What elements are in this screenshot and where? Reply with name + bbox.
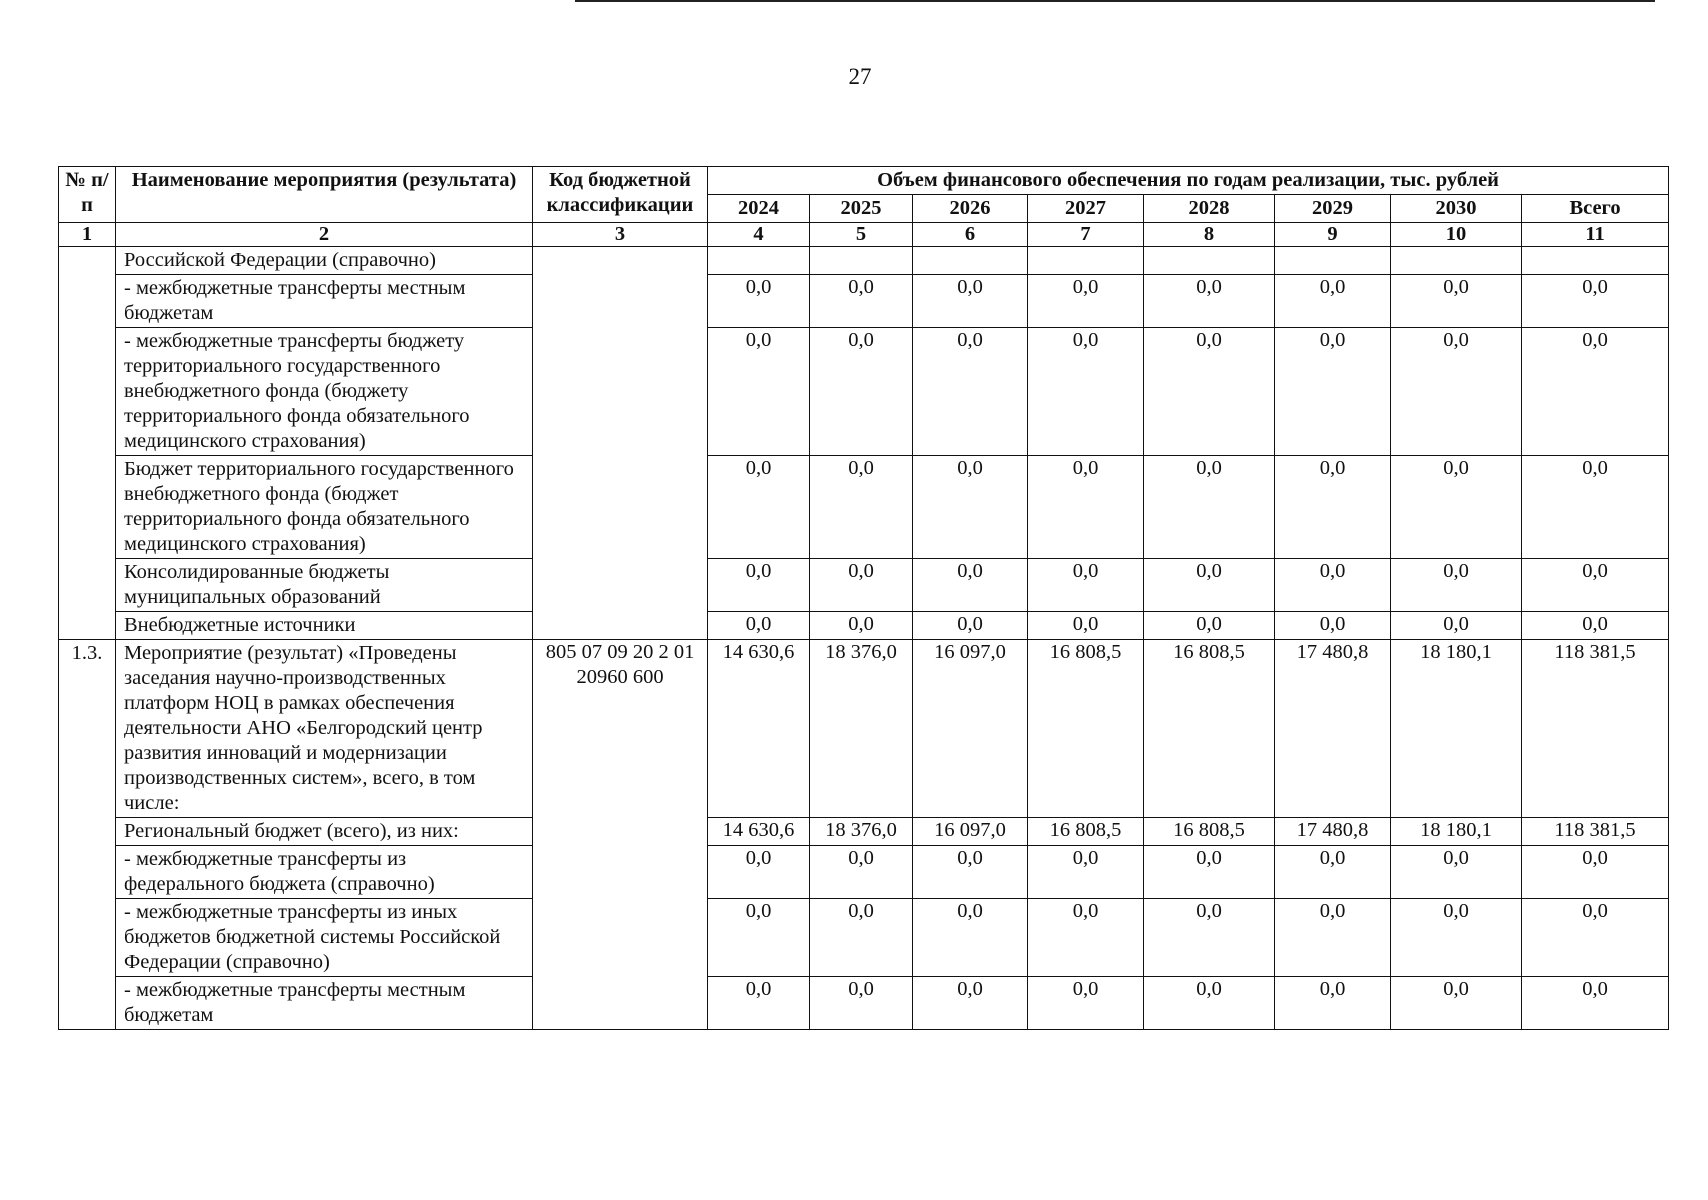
column-number: 1 [59, 223, 116, 247]
row-code [533, 456, 708, 559]
row-value: 0,0 [708, 899, 810, 977]
row-name: Бюджет территориального государственного внебюджетного фонда (бюджет территориального фонда обязательного медицинского страхования) [116, 456, 533, 559]
header-no: № п/п [59, 167, 116, 223]
row-value: 0,0 [1391, 328, 1522, 456]
row-value: 0,0 [1144, 328, 1275, 456]
column-number: 2 [116, 223, 533, 247]
top-rule [575, 0, 1655, 2]
row-value: 0,0 [1028, 899, 1144, 977]
row-name: Региональный бюджет (всего), из них: [116, 818, 533, 846]
row-value: 0,0 [1522, 899, 1669, 977]
row-value: 0,0 [1144, 275, 1275, 328]
table-row [59, 559, 1669, 612]
row-value: 0,0 [708, 456, 810, 559]
row-value: 16 808,5 [1144, 818, 1275, 846]
funding-table [58, 166, 1669, 1030]
row-value: 0,0 [1028, 559, 1144, 612]
header-code: Код бюджетной классификации [533, 167, 708, 223]
row-value [1028, 247, 1144, 275]
row-value: 16 097,0 [913, 818, 1028, 846]
row-number [59, 612, 116, 640]
column-number: 7 [1028, 223, 1144, 247]
row-value: 0,0 [1391, 559, 1522, 612]
row-code [533, 559, 708, 612]
header-year: 2027 [1028, 195, 1144, 223]
page-number: 27 [848, 64, 872, 89]
row-value [708, 247, 810, 275]
row-value: 0,0 [1275, 328, 1391, 456]
row-value: 0,0 [708, 846, 810, 899]
row-value: 0,0 [1144, 456, 1275, 559]
row-value: 0,0 [1028, 846, 1144, 899]
row-value: 0,0 [1522, 456, 1669, 559]
row-number [59, 559, 116, 612]
table-row [59, 456, 1669, 559]
row-value: 0,0 [1522, 275, 1669, 328]
table-row [59, 328, 1669, 456]
row-value: 0,0 [708, 328, 810, 456]
column-number: 4 [708, 223, 810, 247]
row-name: - межбюджетные трансферты из федерального бюджета (справочно) [116, 846, 533, 899]
row-value: 0,0 [913, 899, 1028, 977]
row-value: 0,0 [810, 899, 913, 977]
row-value: 0,0 [810, 275, 913, 328]
row-value: 0,0 [1275, 899, 1391, 977]
row-number [59, 456, 116, 559]
row-number [59, 846, 116, 899]
row-value: 118 381,5 [1522, 818, 1669, 846]
table-row [59, 275, 1669, 328]
row-value: 118 381,5 [1522, 640, 1669, 818]
column-number: 11 [1522, 223, 1669, 247]
table-row [59, 846, 1669, 899]
column-number: 10 [1391, 223, 1522, 247]
row-value: 0,0 [810, 977, 913, 1030]
row-value: 0,0 [1144, 846, 1275, 899]
row-number: 1.3. [59, 640, 116, 818]
row-value: 0,0 [1522, 612, 1669, 640]
row-value [913, 247, 1028, 275]
row-value: 16 097,0 [913, 640, 1028, 818]
row-number [59, 328, 116, 456]
table-row [59, 818, 1669, 846]
row-code [533, 612, 708, 640]
row-value: 16 808,5 [1144, 640, 1275, 818]
row-value: 18 180,1 [1391, 818, 1522, 846]
row-value: 14 630,6 [708, 818, 810, 846]
table-row [59, 640, 1669, 818]
row-value: 0,0 [1275, 456, 1391, 559]
row-value: 0,0 [708, 977, 810, 1030]
row-value: 0,0 [913, 456, 1028, 559]
row-value: 0,0 [810, 328, 913, 456]
row-value [1275, 247, 1391, 275]
row-value: 0,0 [1275, 977, 1391, 1030]
row-value: 0,0 [810, 612, 913, 640]
column-number: 3 [533, 223, 708, 247]
row-value: 0,0 [913, 977, 1028, 1030]
row-value: 17 480,8 [1275, 818, 1391, 846]
row-number [59, 899, 116, 977]
row-number [59, 818, 116, 846]
row-number [59, 275, 116, 328]
row-value: 18 376,0 [810, 640, 913, 818]
header-year: 2026 [913, 195, 1028, 223]
row-name: Мероприятие (результат) «Проведены заседания научно-производственных платформ НОЦ в рамках обеспечения деятельности АНО «Белгородский центр развития инноваций и модернизации производственных систем», всего, в том числе: [116, 640, 533, 818]
row-value: 0,0 [1391, 846, 1522, 899]
header-year: 2029 [1275, 195, 1391, 223]
column-number: 8 [1144, 223, 1275, 247]
row-number [59, 247, 116, 275]
row-name: Внебюджетные источники [116, 612, 533, 640]
row-value: 0,0 [1391, 977, 1522, 1030]
row-value: 0,0 [1391, 612, 1522, 640]
header-name: Наименование мероприятия (результата) [116, 167, 533, 223]
row-value: 0,0 [1391, 275, 1522, 328]
header-year: 2025 [810, 195, 913, 223]
row-value: 0,0 [1144, 559, 1275, 612]
row-value: 0,0 [913, 559, 1028, 612]
row-code [533, 275, 708, 328]
row-value [1391, 247, 1522, 275]
table-row [59, 899, 1669, 977]
row-value: 0,0 [1144, 612, 1275, 640]
row-value: 0,0 [1275, 559, 1391, 612]
row-value [810, 247, 913, 275]
row-value: 0,0 [1144, 899, 1275, 977]
row-value: 16 808,5 [1028, 640, 1144, 818]
row-value: 0,0 [1391, 456, 1522, 559]
row-value: 0,0 [913, 846, 1028, 899]
row-number [59, 977, 116, 1030]
row-name: Российской Федерации (справочно) [116, 247, 533, 275]
row-value: 0,0 [1391, 899, 1522, 977]
row-value: 18 376,0 [810, 818, 913, 846]
row-value: 0,0 [810, 456, 913, 559]
table-row [59, 247, 1669, 275]
column-number: 9 [1275, 223, 1391, 247]
row-value: 0,0 [1522, 846, 1669, 899]
row-code [533, 899, 708, 977]
row-value: 0,0 [708, 559, 810, 612]
row-name: - межбюджетные трансферты из иных бюджетов бюджетной системы Российской Федерации (справочно) [116, 899, 533, 977]
row-value: 0,0 [1028, 275, 1144, 328]
row-code: 805 07 09 20 2 01 20960 600 [533, 640, 708, 818]
row-value: 0,0 [1275, 275, 1391, 328]
row-value: 0,0 [1028, 977, 1144, 1030]
row-name: - межбюджетные трансферты местным бюджетам [116, 275, 533, 328]
table-row [59, 612, 1669, 640]
table-row [59, 977, 1669, 1030]
row-value: 0,0 [1522, 328, 1669, 456]
row-value: 18 180,1 [1391, 640, 1522, 818]
row-value: 0,0 [1522, 977, 1669, 1030]
header-year: 2028 [1144, 195, 1275, 223]
row-value: 0,0 [913, 612, 1028, 640]
row-name: - межбюджетные трансферты бюджету территориального государственного внебюджетного фонда (бюджету территориального фонда обязательного медицинского страхования) [116, 328, 533, 456]
row-value: 0,0 [708, 612, 810, 640]
row-value: 14 630,6 [708, 640, 810, 818]
column-number: 5 [810, 223, 913, 247]
row-value: 0,0 [1028, 612, 1144, 640]
row-code [533, 977, 708, 1030]
row-value: 0,0 [913, 275, 1028, 328]
row-value: 0,0 [1275, 612, 1391, 640]
row-value [1522, 247, 1669, 275]
row-value: 0,0 [1522, 559, 1669, 612]
header-year: 2030 [1391, 195, 1522, 223]
header-year: 2024 [708, 195, 810, 223]
row-name: Консолидированные бюджеты муниципальных образований [116, 559, 533, 612]
row-value: 0,0 [1028, 456, 1144, 559]
row-value: 0,0 [1144, 977, 1275, 1030]
column-number: 6 [913, 223, 1028, 247]
row-code [533, 818, 708, 846]
row-value: 0,0 [810, 559, 913, 612]
row-value: 17 480,8 [1275, 640, 1391, 818]
row-value: 0,0 [810, 846, 913, 899]
row-value: 0,0 [913, 328, 1028, 456]
row-value: 0,0 [1275, 846, 1391, 899]
row-code [533, 247, 708, 275]
row-value: 0,0 [1028, 328, 1144, 456]
header-total: Всего [1522, 195, 1669, 223]
row-value [1144, 247, 1275, 275]
header-funding: Объем финансового обеспечения по годам реализации, тыс. рублей [708, 167, 1669, 195]
row-name: - межбюджетные трансферты местным бюджетам [116, 977, 533, 1030]
row-value: 0,0 [708, 275, 810, 328]
row-code [533, 846, 708, 899]
row-value: 16 808,5 [1028, 818, 1144, 846]
row-code [533, 328, 708, 456]
